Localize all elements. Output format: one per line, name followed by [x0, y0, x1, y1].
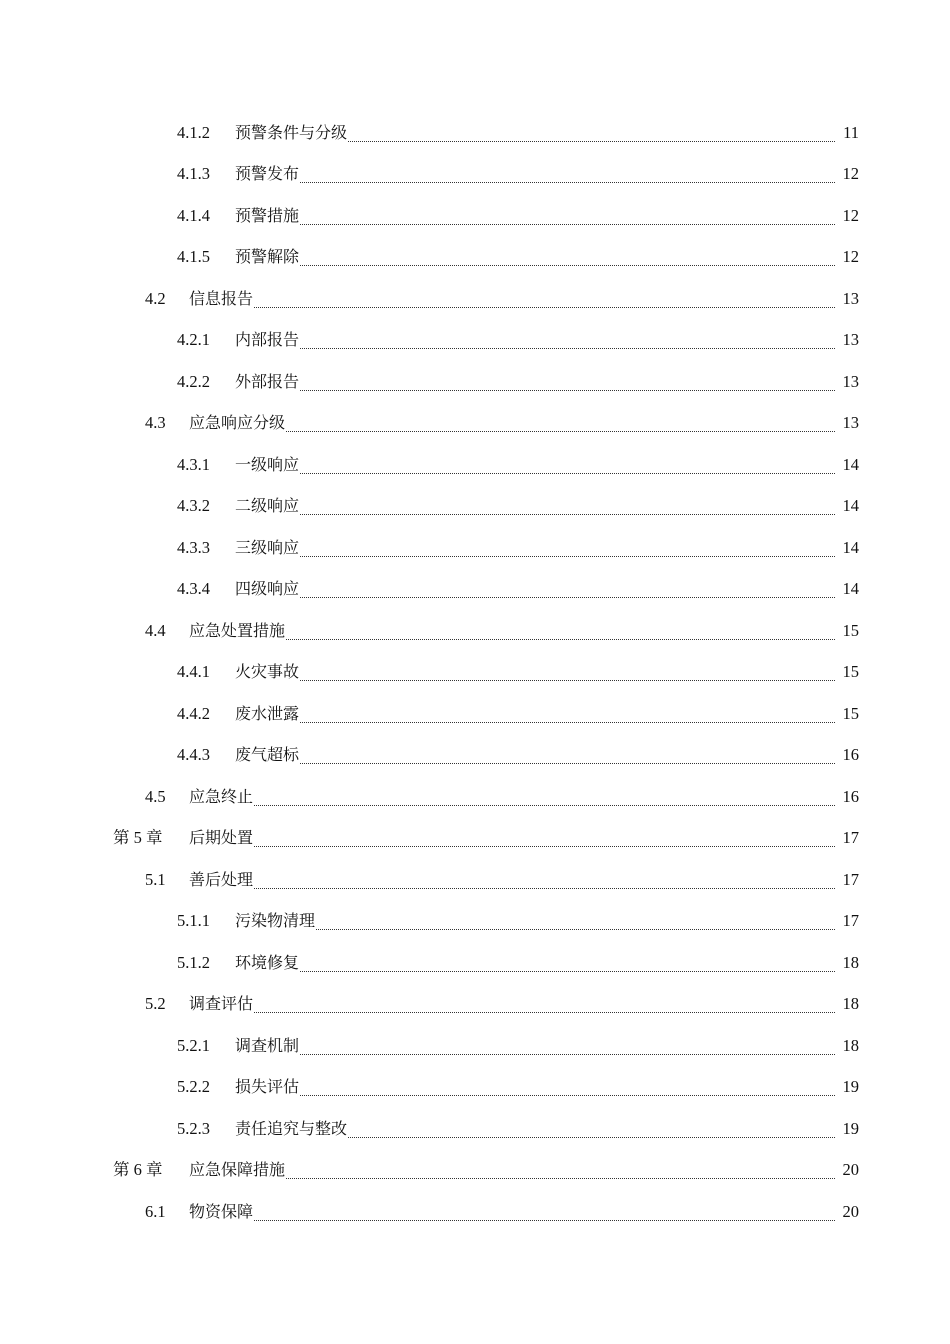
toc-entry-title: 环境修复: [235, 952, 300, 972]
toc-entry-number: 5.1.1: [177, 911, 210, 930]
toc-entry[interactable]: [0, 610, 950, 652]
toc-entry-page-number: 15: [842, 662, 859, 681]
toc-dot-leader: [300, 264, 835, 266]
toc-entry[interactable]: [0, 195, 950, 237]
toc-entry-title: 预警解除: [235, 247, 300, 267]
toc-entry-page-number: 14: [842, 579, 859, 598]
toc-dot-leader: [254, 804, 835, 806]
toc-entry-title: 预警措施: [235, 205, 300, 225]
toc-dot-leader: [254, 887, 835, 889]
toc-entry-number: 5.2.3: [177, 1118, 210, 1138]
toc-entry-number: 4.1.4: [177, 205, 210, 225]
toc-entry-number: 4.3.4: [177, 579, 210, 598]
toc-entry-title: 后期处置: [189, 828, 254, 848]
toc-entry-title: 应急处置措施: [189, 620, 286, 640]
toc-entry-page-number: 19: [842, 1118, 859, 1138]
toc-entry[interactable]: [0, 1150, 950, 1192]
toc-dot-leader: [300, 970, 835, 972]
toc-dot-leader: [286, 638, 835, 640]
toc-entry[interactable]: [0, 818, 950, 860]
toc-entry-page-number: 14: [842, 496, 859, 515]
toc-entry[interactable]: [0, 237, 950, 279]
toc-entry-number: 4.4: [145, 620, 166, 640]
toc-entry-title: 预警条件与分级: [235, 122, 348, 142]
toc-entry-page-number: 12: [842, 247, 859, 266]
toc-entry-number: 第 5 章: [113, 828, 163, 847]
toc-entry-number: 5.1: [145, 869, 166, 889]
toc-entry-page-number: 15: [842, 703, 859, 723]
toc-dot-leader: [300, 513, 835, 515]
toc-entry-number: 4.1.5: [177, 247, 210, 266]
toc-entry-page-number: 12: [842, 205, 859, 225]
toc-entry-title: 调查评估: [189, 994, 254, 1014]
toc-entry-page-number: 13: [842, 371, 859, 391]
toc-entry[interactable]: [0, 1191, 950, 1233]
toc-entry-page-number: 16: [842, 745, 859, 764]
toc-dot-leader: [286, 1177, 835, 1179]
toc-entry-number: 4.3.1: [177, 454, 210, 474]
toc-entry[interactable]: [0, 1108, 950, 1150]
toc-entry-title: 废水泄露: [235, 703, 300, 723]
toc-entry-title: 火灾事故: [235, 662, 300, 682]
toc-entry-title: 四级响应: [235, 579, 300, 599]
toc-dot-leader: [300, 1094, 835, 1096]
toc-entry[interactable]: [0, 278, 950, 320]
toc-entry-number: 4.3.2: [177, 496, 210, 515]
toc-entry[interactable]: [0, 901, 950, 943]
toc-entry-title: 内部报告: [235, 330, 300, 350]
toc-entry-number: 4.4.1: [177, 662, 210, 681]
toc-entry-number: 4.1.3: [177, 164, 210, 183]
toc-entry-page-number: 13: [842, 288, 859, 308]
toc-entry-number: 4.2.2: [177, 371, 210, 391]
toc-dot-leader: [300, 1053, 835, 1055]
toc-entry-page-number: 14: [842, 537, 859, 557]
toc-entry-page-number: 11: [843, 122, 859, 142]
toc-dot-leader: [300, 555, 835, 557]
toc-entry[interactable]: [0, 984, 950, 1026]
toc-dot-leader: [254, 306, 835, 308]
toc-entry-page-number: 17: [842, 911, 859, 930]
toc-dot-leader: [300, 472, 835, 474]
toc-entry-number: 4.3.3: [177, 537, 210, 557]
toc-entry-number: 5.2.1: [177, 1035, 210, 1055]
toc-entry[interactable]: [0, 444, 950, 486]
toc-dot-leader: [254, 1219, 835, 1221]
toc-entry[interactable]: [0, 112, 950, 154]
toc-dot-leader: [254, 845, 835, 847]
toc-entry-page-number: 20: [842, 1160, 859, 1179]
toc-entry-number: 5.2: [145, 994, 166, 1013]
toc-entry-number: 4.4.2: [177, 703, 210, 723]
toc-entry[interactable]: [0, 486, 950, 528]
toc-dot-leader: [300, 181, 835, 183]
toc-entry-number: 4.3: [145, 413, 166, 432]
toc-entry-title: 预警发布: [235, 164, 300, 184]
toc-entry-number: 4.4.3: [177, 745, 210, 764]
toc-entry-page-number: 18: [842, 994, 859, 1013]
toc-entry[interactable]: [0, 154, 950, 196]
toc-entry-page-number: 19: [842, 1077, 859, 1096]
toc-entry-number: 5.1.2: [177, 952, 210, 972]
toc-entry[interactable]: [0, 527, 950, 569]
toc-entry[interactable]: [0, 859, 950, 901]
toc-entry-number: 4.2: [145, 288, 166, 308]
toc-entry-title: 一级响应: [235, 454, 300, 474]
toc-entry[interactable]: [0, 1067, 950, 1109]
toc-entry-page-number: 14: [842, 454, 859, 474]
table-of-contents: [0, 112, 950, 1233]
toc-dot-leader: [300, 389, 835, 391]
toc-dot-leader: [300, 762, 835, 764]
toc-entry[interactable]: [0, 652, 950, 694]
toc-entry-title: 信息报告: [189, 288, 254, 308]
toc-entry-title: 污染物清理: [235, 911, 316, 931]
toc-entry[interactable]: [0, 361, 950, 403]
toc-entry-title: 废气超标: [235, 745, 300, 765]
toc-entry-number: 4.2.1: [177, 330, 210, 349]
toc-entry-title: 责任追究与整改: [235, 1118, 348, 1138]
toc-entry-number: 4.5: [145, 786, 166, 806]
toc-entry-page-number: 13: [842, 330, 859, 349]
toc-dot-leader: [300, 223, 835, 225]
toc-entry-number: 4.1.2: [177, 122, 210, 142]
toc-entry[interactable]: [0, 1025, 950, 1067]
toc-dot-leader: [300, 347, 835, 349]
toc-entry-page-number: 18: [842, 1035, 859, 1055]
toc-dot-leader: [300, 596, 835, 598]
toc-dot-leader: [300, 679, 835, 681]
toc-entry[interactable]: [0, 776, 950, 818]
toc-entry-page-number: 15: [842, 620, 859, 640]
toc-dot-leader: [316, 928, 835, 930]
toc-entry[interactable]: [0, 403, 950, 445]
toc-dot-leader: [300, 721, 835, 723]
toc-entry-page-number: 20: [842, 1201, 859, 1221]
toc-entry-title: 善后处理: [189, 869, 254, 889]
toc-entry-number: 5.2.2: [177, 1077, 210, 1096]
toc-entry-page-number: 12: [842, 164, 859, 183]
toc-entry-title: 应急响应分级: [189, 413, 286, 433]
toc-entry-title: 外部报告: [235, 371, 300, 391]
toc-entry-title: 应急保障措施: [189, 1160, 286, 1180]
toc-dot-leader: [286, 430, 835, 432]
toc-entry-page-number: 17: [842, 828, 859, 847]
toc-entry-title: 调查机制: [235, 1035, 300, 1055]
toc-entry-number: 6.1: [145, 1201, 166, 1221]
toc-entry-page-number: 13: [842, 413, 859, 432]
toc-entry[interactable]: [0, 942, 950, 984]
toc-entry-number: 第 6 章: [113, 1160, 163, 1179]
toc-dot-leader: [254, 1011, 835, 1013]
toc-entry-title: 应急终止: [189, 786, 254, 806]
toc-entry-title: 二级响应: [235, 496, 300, 516]
toc-entry[interactable]: [0, 320, 950, 362]
toc-entry-page-number: 18: [842, 952, 859, 972]
toc-entry-page-number: 17: [842, 869, 859, 889]
toc-entry[interactable]: [0, 569, 950, 611]
toc-entry-title: 三级响应: [235, 537, 300, 557]
toc-entry-title: 物资保障: [189, 1201, 254, 1221]
toc-entry[interactable]: [0, 735, 950, 777]
toc-entry-title: 损失评估: [235, 1077, 300, 1097]
toc-entry[interactable]: [0, 693, 950, 735]
toc-dot-leader: [348, 1136, 835, 1138]
toc-dot-leader: [348, 140, 835, 142]
toc-entry-page-number: 16: [842, 786, 859, 806]
